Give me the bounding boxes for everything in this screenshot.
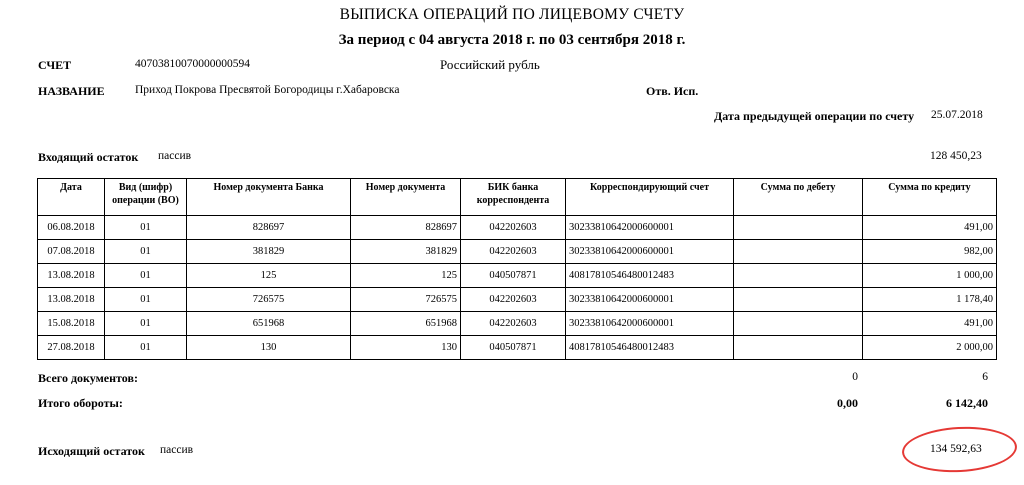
cell-credit: 2 000,00 bbox=[863, 336, 997, 360]
cell-doc: 828697 bbox=[351, 216, 461, 240]
table-row bbox=[38, 216, 997, 240]
opening-balance-amount: 128 450,23 bbox=[930, 150, 982, 162]
cell-bik: 042202603 bbox=[461, 216, 566, 240]
opening-balance-type: пассив bbox=[158, 150, 192, 162]
closing-balance-type: пассив bbox=[160, 444, 194, 456]
cell-corr-account: 40817810546480012483 bbox=[566, 336, 734, 360]
cell-bank-doc: 651968 bbox=[187, 312, 351, 336]
turnover-label: Итого обороты: bbox=[38, 396, 123, 410]
cell-doc: 651968 bbox=[351, 312, 461, 336]
account-label: СЧЕТ bbox=[38, 58, 72, 72]
cell-date: 13.08.2018 bbox=[38, 288, 105, 312]
turnover-credit: 6 142,40 bbox=[946, 396, 988, 410]
cell-credit: 982,00 bbox=[863, 240, 997, 264]
cell-corr-account: 30233810642000600001 bbox=[566, 288, 734, 312]
account-number: 40703810070000000594 bbox=[135, 58, 250, 70]
cell-debit bbox=[734, 312, 863, 336]
turnover-debit: 0,00 bbox=[837, 396, 858, 410]
cell-debit bbox=[734, 240, 863, 264]
cell-bank-doc: 381829 bbox=[187, 240, 351, 264]
cell-bik: 042202603 bbox=[461, 312, 566, 336]
cell-debit bbox=[734, 264, 863, 288]
col-header-op-type: Вид (шифр) операции (ВО) bbox=[105, 179, 187, 216]
total-docs-debit: 0 bbox=[852, 371, 858, 383]
table-row bbox=[38, 264, 997, 288]
col-header-corr-account: Корреспондирующий счет bbox=[566, 179, 734, 216]
statement-title: ВЫПИСКА ОПЕРАЦИЙ ПО ЛИЦЕВОМУ СЧЕТУ bbox=[339, 6, 685, 23]
col-header-credit: Сумма по кредиту bbox=[863, 179, 997, 216]
col-header-bik: БИК банка корреспондента bbox=[461, 179, 566, 216]
cell-corr-account: 40817810546480012483 bbox=[566, 264, 734, 288]
total-docs-label: Всего документов: bbox=[38, 371, 138, 385]
cell-date: 15.08.2018 bbox=[38, 312, 105, 336]
responsible-label: Отв. Исп. bbox=[646, 84, 699, 98]
cell-bik: 040507871 bbox=[461, 336, 566, 360]
cell-op-type: 01 bbox=[105, 288, 187, 312]
table-header-row bbox=[38, 179, 997, 216]
closing-balance-amount: 134 592,63 bbox=[930, 443, 982, 455]
cell-op-type: 01 bbox=[105, 240, 187, 264]
prev-op-date: 25.07.2018 bbox=[931, 109, 983, 121]
opening-balance-label: Входящий остаток bbox=[38, 150, 139, 164]
cell-doc: 130 bbox=[351, 336, 461, 360]
total-docs-credit: 6 bbox=[982, 371, 988, 383]
table-row bbox=[38, 336, 997, 360]
name-label: НАЗВАНИЕ bbox=[38, 84, 105, 98]
cell-doc: 381829 bbox=[351, 240, 461, 264]
cell-doc: 125 bbox=[351, 264, 461, 288]
prev-op-label: Дата предыдущей операции по счету bbox=[714, 109, 915, 123]
cell-corr-account: 30233810642000600001 bbox=[566, 312, 734, 336]
cell-corr-account: 30233810642000600001 bbox=[566, 240, 734, 264]
cell-credit: 1 178,40 bbox=[863, 288, 997, 312]
cell-bik: 042202603 bbox=[461, 240, 566, 264]
cell-debit bbox=[734, 336, 863, 360]
closing-balance-label: Исходящий остаток bbox=[38, 444, 145, 458]
cell-bik: 042202603 bbox=[461, 288, 566, 312]
cell-date: 27.08.2018 bbox=[38, 336, 105, 360]
account-currency: Российский рубль bbox=[440, 57, 540, 72]
col-header-doc: Номер документа bbox=[351, 179, 461, 216]
col-header-bank-doc: Номер документа Банка bbox=[187, 179, 351, 216]
cell-date: 07.08.2018 bbox=[38, 240, 105, 264]
cell-op-type: 01 bbox=[105, 216, 187, 240]
cell-op-type: 01 bbox=[105, 336, 187, 360]
cell-bank-doc: 828697 bbox=[187, 216, 351, 240]
statement-period: За период с 04 августа 2018 г. по 03 сентября 2018 г. bbox=[338, 32, 686, 48]
table-row bbox=[38, 288, 997, 312]
cell-credit: 491,00 bbox=[863, 312, 997, 336]
cell-bik: 040507871 bbox=[461, 264, 566, 288]
cell-bank-doc: 130 bbox=[187, 336, 351, 360]
highlight-circle bbox=[901, 424, 1018, 475]
cell-debit bbox=[734, 216, 863, 240]
cell-op-type: 01 bbox=[105, 264, 187, 288]
cell-credit: 1 000,00 bbox=[863, 264, 997, 288]
cell-credit: 491,00 bbox=[863, 216, 997, 240]
account-holder-name: Приход Покрова Пресвятой Богородицы г.Хабаровска bbox=[135, 84, 400, 96]
cell-date: 13.08.2018 bbox=[38, 264, 105, 288]
col-header-date: Дата bbox=[38, 179, 105, 216]
col-header-debit: Сумма по дебету bbox=[734, 179, 863, 216]
table-row bbox=[38, 312, 997, 336]
cell-bank-doc: 726575 bbox=[187, 288, 351, 312]
cell-date: 06.08.2018 bbox=[38, 216, 105, 240]
operations-table bbox=[37, 178, 997, 360]
table-row bbox=[38, 240, 997, 264]
cell-corr-account: 30233810642000600001 bbox=[566, 216, 734, 240]
cell-bank-doc: 125 bbox=[187, 264, 351, 288]
cell-doc: 726575 bbox=[351, 288, 461, 312]
cell-debit bbox=[734, 288, 863, 312]
cell-op-type: 01 bbox=[105, 312, 187, 336]
